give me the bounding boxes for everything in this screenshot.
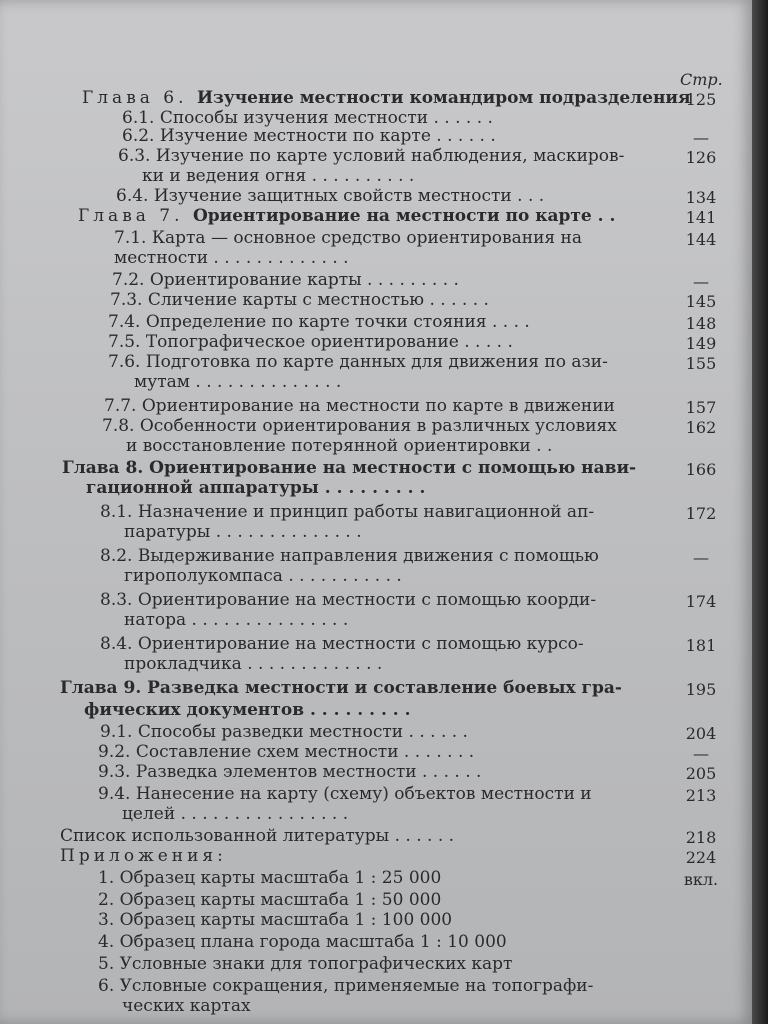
toc-line <box>108 312 530 332</box>
toc-entry-text: паратуры . . . . . . . . . . . . . . <box>124 522 362 542</box>
toc-line <box>112 270 459 290</box>
toc-line <box>62 458 636 478</box>
toc-entry-text: Глава 9. Разведка местности и составление боевых гра- <box>60 678 622 698</box>
page-number: 144 <box>685 230 717 249</box>
toc-entry-text: 9.4. Нанесение на карту (схему) объектов местности и <box>98 784 592 804</box>
toc-entry-text: 6.4. Изучение защитных свойств местности . . . <box>116 186 545 206</box>
toc-entry-text: 7.1. Карта — основное средство ориентирования на <box>114 228 583 248</box>
toc-entry-text: 7.6. Подготовка по карте данных для движения по ази- <box>108 352 608 372</box>
toc-entry-text: Ориентирование на местности по карте . . <box>192 206 616 226</box>
toc-line <box>86 478 425 498</box>
toc-line <box>98 742 474 762</box>
toc-line <box>60 678 622 698</box>
page-number: 125 <box>685 90 717 109</box>
toc-entry-text: ческих картах <box>122 996 251 1016</box>
toc-entry-text: 7.7. Ориентирование на местности по карте в движении <box>104 396 615 416</box>
page-number: — <box>693 272 709 291</box>
toc-entry-text: ки и ведения огня . . . . . . . . . . <box>142 166 415 186</box>
toc-entry-text: 9.3. Разведка элементов местности . . . . . . <box>98 762 482 782</box>
toc-line <box>84 700 411 720</box>
page-number: 204 <box>685 724 717 743</box>
toc-entry-text: Список использованной литературы . . . . . . <box>60 826 455 846</box>
toc-line <box>104 396 615 416</box>
toc-entry-text: 5. Условные знаки для топографических карт <box>98 954 513 974</box>
page-number: 205 <box>685 764 717 783</box>
toc-entry-text: натора . . . . . . . . . . . . . . . <box>124 610 349 630</box>
toc-entry-text: Изучение местности командиром подразделения <box>196 88 691 108</box>
page-number: 155 <box>685 354 717 373</box>
toc-entry-text: 8.2. Выдерживание направления движения с помощью <box>100 546 599 566</box>
page-number: 174 <box>685 592 717 611</box>
toc-entry-text: 6.2. Изучение местности по карте . . . . . . <box>122 126 496 146</box>
toc-line <box>98 868 441 888</box>
toc-line <box>124 522 362 542</box>
toc-entry-text: мутам . . . . . . . . . . . . . . <box>134 372 342 392</box>
toc-entry-text: местности . . . . . . . . . . . . . <box>114 248 349 268</box>
toc-line <box>108 332 513 352</box>
page-number: 141 <box>685 208 717 227</box>
toc-entry-text: 9.1. Способы разведки местности . . . . . . <box>100 722 468 742</box>
toc-line <box>124 566 402 586</box>
toc-entry-text: 6.1. Способы изучения местности . . . . . . <box>122 108 493 128</box>
toc-entry-text: 3. Образец карты масштаба 1 : 100 000 <box>98 910 453 930</box>
page-number: вкл. <box>683 870 719 889</box>
toc-line <box>78 206 615 226</box>
toc-line <box>122 804 348 824</box>
page-number: 162 <box>685 418 717 437</box>
toc-line <box>124 654 382 674</box>
toc-entry-text: 7.4. Определение по карте точки стояния . . . . <box>108 312 530 332</box>
page-number: 126 <box>685 148 717 167</box>
toc-entry-text: 8.1. Назначение и принцип работы навигационной ап- <box>100 502 595 522</box>
toc-line <box>60 846 227 866</box>
toc-line <box>98 762 481 782</box>
toc-entry-text: прокладчика . . . . . . . . . . . . . <box>124 654 383 674</box>
toc-line <box>98 784 592 804</box>
toc-line <box>108 352 608 372</box>
page-number: — <box>693 128 709 147</box>
toc-entry-text: 6. Условные сокращения, применяемые на топографи- <box>98 976 594 996</box>
toc-line <box>122 126 496 146</box>
page-edge-shadow <box>752 0 768 1024</box>
toc-line <box>114 228 582 248</box>
page-number: — <box>693 548 709 567</box>
toc-entry-text: 4. Образец плана города масштаба 1 : 10 000 <box>98 932 507 952</box>
toc-line <box>98 890 441 910</box>
toc-line <box>102 416 617 436</box>
page-number: 218 <box>685 828 717 847</box>
toc-entry-text: 7.3. Сличение карты с местностью . . . . . . <box>110 290 489 310</box>
toc-entry-text: гационной аппаратуры . . . . . . . . . <box>86 478 426 498</box>
page-number: 224 <box>685 848 717 867</box>
page-number: 213 <box>685 786 717 805</box>
toc-line <box>98 932 507 952</box>
toc-entry-text: 7.8. Особенности ориентирования в различных условиях <box>102 416 617 436</box>
toc-line <box>98 910 452 930</box>
page-number: 195 <box>685 680 717 699</box>
toc-entry-text: 7.5. Топографическое ориентирование . . . . . <box>108 332 513 352</box>
toc-line <box>98 976 593 996</box>
toc-entry-text: 2. Образец карты масштаба 1 : 50 000 <box>98 890 442 910</box>
chapter-label: Глава 6. <box>82 88 197 108</box>
page-column-header: Стр. <box>680 70 723 89</box>
toc-line <box>114 248 349 268</box>
page-number: 149 <box>685 334 717 353</box>
toc-entry-text: 1. Образец карты масштаба 1 : 25 000 <box>98 868 442 888</box>
toc-entry-text: 6.3. Изучение по карте условий наблюдения, маскиров- <box>118 146 625 166</box>
chapter-label: Глава 7. <box>78 206 193 226</box>
toc-line <box>122 108 493 128</box>
toc-entry-text: целей . . . . . . . . . . . . . . . . <box>122 804 349 824</box>
toc-entry-text: фических документов . . . . . . . . . <box>84 700 411 720</box>
toc-line <box>134 372 341 392</box>
page-number: 157 <box>685 398 717 417</box>
toc-entry-text: Глава 8. Ориентирование на местности с помощью нави- <box>62 458 637 478</box>
page-number: 134 <box>685 188 717 207</box>
toc-line <box>100 502 594 522</box>
toc-line <box>116 186 544 206</box>
toc-line <box>142 166 414 186</box>
toc-line <box>118 146 624 166</box>
toc-line <box>60 826 454 846</box>
page-number: 166 <box>685 460 717 479</box>
toc-entry-text: 8.4. Ориентирование на местности с помощью курсо- <box>100 634 584 654</box>
toc-line <box>100 634 584 654</box>
toc-line <box>100 722 468 742</box>
toc-entry-text: гирополукомпаса . . . . . . . . . . . <box>124 566 402 586</box>
toc-entry-text: Приложения: <box>60 846 227 866</box>
toc-line <box>82 88 691 108</box>
toc-line <box>122 996 251 1016</box>
toc-entry-text: 7.2. Ориентирование карты . . . . . . . . . <box>112 270 459 290</box>
toc-line <box>110 290 489 310</box>
toc-line <box>124 610 348 630</box>
toc-line <box>100 590 596 610</box>
page-number: 181 <box>685 636 717 655</box>
toc-line <box>126 436 552 456</box>
toc-entry-text: 9.2. Составление схем местности . . . . . . . <box>98 742 475 762</box>
toc-line <box>100 546 599 566</box>
page-number: 172 <box>685 504 717 523</box>
toc-line <box>98 954 512 974</box>
page-number: — <box>693 744 709 763</box>
toc-entry-text: 8.3. Ориентирование на местности с помощью коорди- <box>100 590 597 610</box>
page-number: 148 <box>685 314 717 333</box>
page-number: 145 <box>685 292 717 311</box>
toc-entry-text: и восстановление потерянной ориентировки . . <box>126 436 553 456</box>
